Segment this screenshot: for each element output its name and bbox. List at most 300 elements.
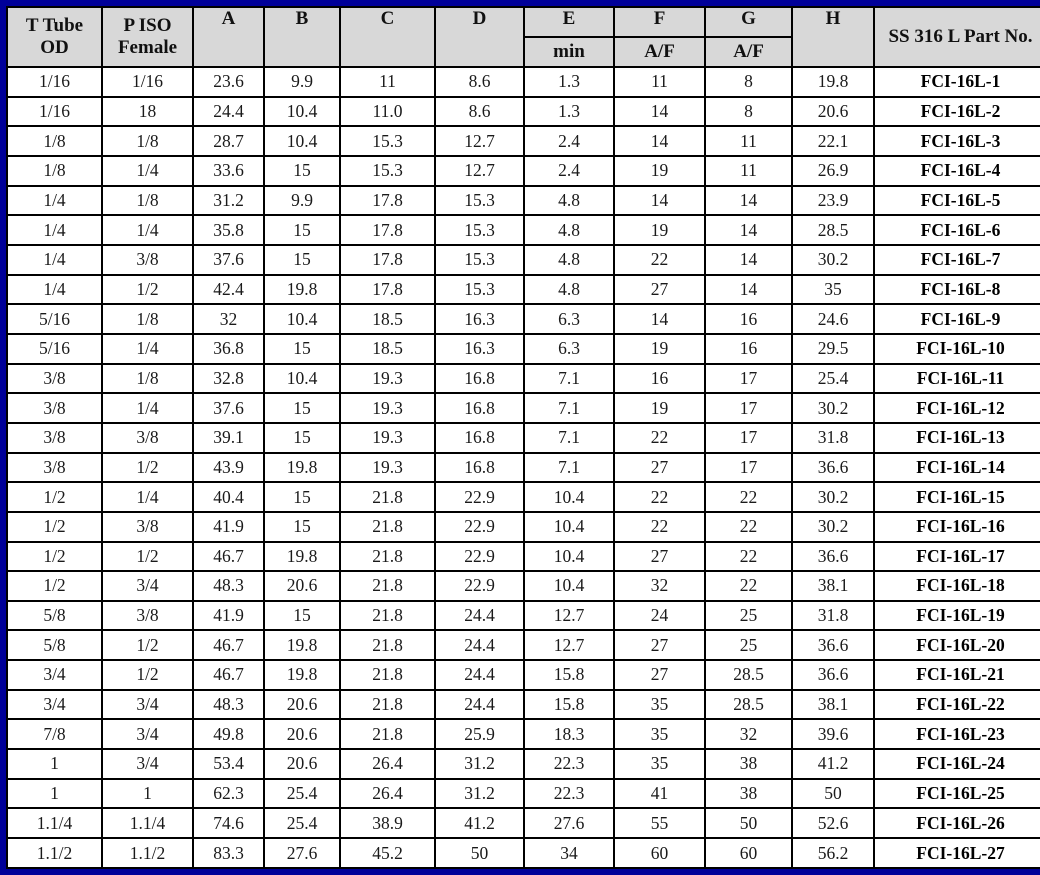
- dimension-cell: 38.9: [340, 808, 435, 838]
- dimension-cell: 18.5: [340, 334, 435, 364]
- dimension-cell: 50: [435, 838, 524, 868]
- dimension-cell: 1.1/4: [7, 808, 102, 838]
- dimension-cell: 27: [614, 275, 705, 305]
- dimension-cell: 11: [340, 67, 435, 97]
- dimension-cell: 19.8: [792, 67, 874, 97]
- dimension-cell: 1/16: [102, 67, 193, 97]
- table-row: [7, 186, 1040, 216]
- dimension-cell: 28.7: [193, 126, 264, 156]
- dimension-cell: 1.1/2: [102, 838, 193, 868]
- dimension-cell: 11: [705, 156, 792, 186]
- dimension-cell: 1: [7, 749, 102, 779]
- dimension-cell: 3/8: [7, 453, 102, 483]
- part-no-cell: FCI-16L-22: [874, 690, 1040, 720]
- dimension-cell: 15: [264, 215, 340, 245]
- part-no-cell: FCI-16L-16: [874, 512, 1040, 542]
- dimension-cell: 3/8: [7, 364, 102, 394]
- fitting-dimensions-table: [6, 6, 1040, 869]
- dimension-cell: 3/8: [7, 393, 102, 423]
- dimension-cell: 41.9: [193, 601, 264, 631]
- dimension-cell: 26.9: [792, 156, 874, 186]
- dimension-cell: 50: [705, 808, 792, 838]
- dimension-cell: 19.8: [264, 453, 340, 483]
- part-no-cell: FCI-16L-23: [874, 719, 1040, 749]
- dimension-cell: 27: [614, 542, 705, 572]
- part-no-cell: FCI-16L-7: [874, 245, 1040, 275]
- dimension-cell: 22: [614, 482, 705, 512]
- table-row: [7, 393, 1040, 423]
- table-row: [7, 126, 1040, 156]
- dimension-cell: 15: [264, 601, 340, 631]
- dimension-cell: 1/2: [102, 453, 193, 483]
- dimension-cell: 30.2: [792, 245, 874, 275]
- dimension-cell: 28.5: [705, 690, 792, 720]
- dimension-cell: 27: [614, 660, 705, 690]
- table-row: [7, 542, 1040, 572]
- dimension-cell: 3/4: [102, 719, 193, 749]
- col-header-f: F: [614, 7, 705, 37]
- dimension-cell: 28.5: [792, 215, 874, 245]
- dimension-cell: 4.8: [524, 275, 614, 305]
- part-no-cell: FCI-16L-8: [874, 275, 1040, 305]
- dimension-cell: 17.8: [340, 275, 435, 305]
- table-row: [7, 571, 1040, 601]
- dimension-cell: 1/16: [7, 97, 102, 127]
- part-no-cell: FCI-16L-25: [874, 779, 1040, 809]
- part-no-cell: FCI-16L-3: [874, 126, 1040, 156]
- dimension-cell: 14: [705, 275, 792, 305]
- dimension-cell: 2.4: [524, 126, 614, 156]
- dimension-cell: 3/4: [102, 749, 193, 779]
- dimension-cell: 27.6: [524, 808, 614, 838]
- dimension-cell: 32: [193, 304, 264, 334]
- dimension-cell: 35: [614, 719, 705, 749]
- dimension-cell: 36.6: [792, 660, 874, 690]
- dimension-cell: 25: [705, 630, 792, 660]
- dimension-cell: 22.9: [435, 542, 524, 572]
- dimension-cell: 1/4: [102, 393, 193, 423]
- dimension-cell: 18: [102, 97, 193, 127]
- dimension-cell: 38.1: [792, 690, 874, 720]
- subheader-g-af: A/F: [705, 37, 792, 67]
- dimension-cell: 3/8: [102, 423, 193, 453]
- dimension-cell: 6.3: [524, 334, 614, 364]
- part-no-cell: FCI-16L-1: [874, 67, 1040, 97]
- table-header: [7, 7, 1040, 67]
- dimension-cell: 19.3: [340, 453, 435, 483]
- dimension-cell: 23.9: [792, 186, 874, 216]
- dimension-cell: 16.3: [435, 304, 524, 334]
- dimension-cell: 10.4: [524, 542, 614, 572]
- dimension-cell: 5/16: [7, 304, 102, 334]
- col-header-part-no: SS 316 L Part No.: [874, 7, 1040, 67]
- dimension-cell: 15.3: [340, 126, 435, 156]
- dimension-cell: 20.6: [264, 719, 340, 749]
- dimension-cell: 28.5: [705, 660, 792, 690]
- dimension-cell: 14: [614, 97, 705, 127]
- dimension-cell: 25.4: [264, 779, 340, 809]
- dimension-cell: 1/2: [7, 482, 102, 512]
- dimension-cell: 18.5: [340, 304, 435, 334]
- dimension-cell: 10.4: [264, 304, 340, 334]
- dimension-cell: 17.8: [340, 186, 435, 216]
- part-no-cell: FCI-16L-12: [874, 393, 1040, 423]
- dimension-cell: 7/8: [7, 719, 102, 749]
- dimension-cell: 17.8: [340, 215, 435, 245]
- dimension-cell: 3/8: [102, 245, 193, 275]
- dimension-cell: 45.2: [340, 838, 435, 868]
- dimension-cell: 3/8: [102, 512, 193, 542]
- col-header-a: A: [193, 7, 264, 67]
- dimension-cell: 25.9: [435, 719, 524, 749]
- dimension-cell: 41.9: [193, 512, 264, 542]
- dimension-cell: 24.4: [193, 97, 264, 127]
- part-no-cell: FCI-16L-19: [874, 601, 1040, 631]
- dimension-cell: 19.3: [340, 364, 435, 394]
- dimension-cell: 1: [102, 779, 193, 809]
- table-row: [7, 304, 1040, 334]
- dimension-cell: 15: [264, 334, 340, 364]
- dimension-cell: 22.9: [435, 571, 524, 601]
- dimension-cell: 16.8: [435, 364, 524, 394]
- col-header-d: D: [435, 7, 524, 67]
- dimension-cell: 21.8: [340, 542, 435, 572]
- part-no-cell: FCI-16L-21: [874, 660, 1040, 690]
- dimension-cell: 10.4: [524, 482, 614, 512]
- dimension-cell: 12.7: [435, 126, 524, 156]
- dimension-cell: 12.7: [524, 630, 614, 660]
- dimension-cell: 25.4: [264, 808, 340, 838]
- dimension-cell: 16.8: [435, 453, 524, 483]
- table-row: [7, 630, 1040, 660]
- part-no-cell: FCI-16L-11: [874, 364, 1040, 394]
- dimension-cell: 1/4: [7, 275, 102, 305]
- dimension-cell: 22.9: [435, 482, 524, 512]
- dimension-cell: 29.5: [792, 334, 874, 364]
- dimension-cell: 9.9: [264, 186, 340, 216]
- dimension-cell: 22.3: [524, 779, 614, 809]
- dimension-cell: 3/4: [102, 690, 193, 720]
- dimension-cell: 17: [705, 423, 792, 453]
- part-no-cell: FCI-16L-5: [874, 186, 1040, 216]
- dimension-cell: 11.0: [340, 97, 435, 127]
- dimension-cell: 32: [705, 719, 792, 749]
- dimension-cell: 1/4: [102, 156, 193, 186]
- col-header-b: B: [264, 7, 340, 67]
- dimension-cell: 16: [705, 334, 792, 364]
- dimension-cell: 1/4: [102, 334, 193, 364]
- dimension-cell: 11: [705, 126, 792, 156]
- dimension-cell: 20.6: [792, 97, 874, 127]
- dimension-cell: 74.6: [193, 808, 264, 838]
- dimension-cell: 1/2: [7, 542, 102, 572]
- dimension-cell: 26.4: [340, 749, 435, 779]
- dimension-cell: 19.8: [264, 275, 340, 305]
- dimension-cell: 15: [264, 482, 340, 512]
- dimension-cell: 7.1: [524, 453, 614, 483]
- dimension-cell: 24.4: [435, 690, 524, 720]
- dimension-cell: 22.1: [792, 126, 874, 156]
- dimension-cell: 31.2: [435, 779, 524, 809]
- dimension-cell: 1/8: [102, 364, 193, 394]
- dimension-cell: 37.6: [193, 393, 264, 423]
- dimension-cell: 33.6: [193, 156, 264, 186]
- dimension-cell: 1/4: [7, 215, 102, 245]
- dimension-cell: 17: [705, 364, 792, 394]
- dimension-cell: 4.8: [524, 215, 614, 245]
- dimension-cell: 27: [614, 630, 705, 660]
- part-no-cell: FCI-16L-24: [874, 749, 1040, 779]
- dimension-cell: 15: [264, 393, 340, 423]
- dimension-cell: 19.8: [264, 542, 340, 572]
- dimension-cell: 25: [705, 601, 792, 631]
- dimension-cell: 1.3: [524, 97, 614, 127]
- dimension-cell: 2.4: [524, 156, 614, 186]
- table-row: [7, 215, 1040, 245]
- dimension-cell: 30.2: [792, 482, 874, 512]
- dimension-cell: 22: [705, 571, 792, 601]
- dimension-cell: 1/2: [7, 571, 102, 601]
- table-row: [7, 67, 1040, 97]
- dimension-cell: 24.4: [435, 660, 524, 690]
- part-no-cell: FCI-16L-15: [874, 482, 1040, 512]
- dimension-cell: 37.6: [193, 245, 264, 275]
- col-header-c: C: [340, 7, 435, 67]
- table-body: [7, 67, 1040, 868]
- dimension-cell: 32.8: [193, 364, 264, 394]
- dimension-cell: 4.8: [524, 245, 614, 275]
- dimension-cell: 41: [614, 779, 705, 809]
- dimension-cell: 3/8: [7, 423, 102, 453]
- table-row: [7, 275, 1040, 305]
- dimension-cell: 7.1: [524, 364, 614, 394]
- dimension-cell: 3/4: [7, 690, 102, 720]
- dimension-cell: 16.8: [435, 393, 524, 423]
- part-no-cell: FCI-16L-6: [874, 215, 1040, 245]
- dimension-cell: 22: [705, 542, 792, 572]
- part-no-cell: FCI-16L-26: [874, 808, 1040, 838]
- dimension-cell: 56.2: [792, 838, 874, 868]
- dimension-cell: 16: [705, 304, 792, 334]
- col-header-h: H: [792, 7, 874, 67]
- table-row: [7, 779, 1040, 809]
- dimension-cell: 53.4: [193, 749, 264, 779]
- dimension-cell: 46.7: [193, 660, 264, 690]
- dimension-cell: 15.3: [435, 186, 524, 216]
- part-no-cell: FCI-16L-27: [874, 838, 1040, 868]
- dimension-cell: 15.3: [340, 156, 435, 186]
- part-no-cell: FCI-16L-13: [874, 423, 1040, 453]
- dimension-cell: 36.6: [792, 630, 874, 660]
- dimension-cell: 35.8: [193, 215, 264, 245]
- col-header-g: G: [705, 7, 792, 37]
- dimension-cell: 1.3: [524, 67, 614, 97]
- dimension-cell: 22: [705, 512, 792, 542]
- dimension-cell: 15.3: [435, 275, 524, 305]
- dimension-cell: 22: [614, 423, 705, 453]
- dimension-cell: 24: [614, 601, 705, 631]
- table-row: [7, 749, 1040, 779]
- dimension-cell: 15: [264, 245, 340, 275]
- dimension-cell: 31.8: [792, 601, 874, 631]
- dimension-cell: 16.8: [435, 423, 524, 453]
- dimension-cell: 1/4: [7, 186, 102, 216]
- table-row: [7, 453, 1040, 483]
- dimension-cell: 38: [705, 749, 792, 779]
- dimension-cell: 21.8: [340, 571, 435, 601]
- dimension-cell: 60: [614, 838, 705, 868]
- dimension-cell: 1/4: [102, 482, 193, 512]
- dimension-cell: 17: [705, 393, 792, 423]
- dimension-cell: 19.8: [264, 660, 340, 690]
- header-row-main: [7, 7, 1040, 37]
- dimension-cell: 15: [264, 512, 340, 542]
- col-header-e: E: [524, 7, 614, 37]
- dimension-cell: 31.2: [435, 749, 524, 779]
- dimension-cell: 21.8: [340, 630, 435, 660]
- dimension-cell: 1/2: [102, 275, 193, 305]
- dimension-cell: 21.8: [340, 601, 435, 631]
- dimension-cell: 1.1/4: [102, 808, 193, 838]
- dimension-cell: 39.6: [792, 719, 874, 749]
- dimension-cell: 22: [614, 245, 705, 275]
- table-row: [7, 334, 1040, 364]
- dimension-cell: 10.4: [524, 571, 614, 601]
- dimension-cell: 48.3: [193, 690, 264, 720]
- dimension-cell: 18.3: [524, 719, 614, 749]
- dimension-cell: 19.8: [264, 630, 340, 660]
- dimension-cell: 21.8: [340, 482, 435, 512]
- dimension-cell: 1/2: [102, 630, 193, 660]
- dimension-cell: 32: [614, 571, 705, 601]
- dimension-cell: 50: [792, 779, 874, 809]
- dimension-cell: 14: [614, 126, 705, 156]
- table-row: [7, 364, 1040, 394]
- table-row: [7, 838, 1040, 868]
- dimension-cell: 1/8: [102, 186, 193, 216]
- dimension-cell: 46.7: [193, 542, 264, 572]
- subheader-f-af: A/F: [614, 37, 705, 67]
- dimension-cell: 46.7: [193, 630, 264, 660]
- table-row: [7, 245, 1040, 275]
- dimension-cell: 1/16: [7, 67, 102, 97]
- dimension-cell: 60: [705, 838, 792, 868]
- dimension-cell: 35: [792, 275, 874, 305]
- dimension-cell: 26.4: [340, 779, 435, 809]
- dimension-cell: 10.4: [264, 364, 340, 394]
- table-row: [7, 660, 1040, 690]
- dimension-cell: 41.2: [435, 808, 524, 838]
- dimension-cell: 52.6: [792, 808, 874, 838]
- dimension-cell: 55: [614, 808, 705, 838]
- dimension-cell: 4.8: [524, 186, 614, 216]
- dimension-cell: 62.3: [193, 779, 264, 809]
- dimension-cell: 1/8: [102, 304, 193, 334]
- table-row: [7, 482, 1040, 512]
- dimension-cell: 31.8: [792, 423, 874, 453]
- part-no-cell: FCI-16L-20: [874, 630, 1040, 660]
- dimension-cell: 3/4: [7, 660, 102, 690]
- dimension-cell: 25.4: [792, 364, 874, 394]
- dimension-cell: 21.8: [340, 719, 435, 749]
- dimension-cell: 1/8: [7, 156, 102, 186]
- dimension-cell: 36.6: [792, 453, 874, 483]
- dimension-cell: 20.6: [264, 690, 340, 720]
- dimension-cell: 19: [614, 156, 705, 186]
- dimension-cell: 38.1: [792, 571, 874, 601]
- dimension-cell: 5/16: [7, 334, 102, 364]
- dimension-cell: 23.6: [193, 67, 264, 97]
- dimension-cell: 5/8: [7, 601, 102, 631]
- part-no-cell: FCI-16L-10: [874, 334, 1040, 364]
- dimension-cell: 24.4: [435, 630, 524, 660]
- dimension-cell: 1/4: [102, 215, 193, 245]
- dimension-cell: 19: [614, 334, 705, 364]
- dimension-cell: 19: [614, 215, 705, 245]
- dimension-cell: 1/2: [102, 542, 193, 572]
- dimension-cell: 10.4: [524, 512, 614, 542]
- dimension-cell: 15.3: [435, 245, 524, 275]
- part-no-cell: FCI-16L-9: [874, 304, 1040, 334]
- dimension-cell: 42.4: [193, 275, 264, 305]
- dimension-cell: 41.2: [792, 749, 874, 779]
- dimension-cell: 20.6: [264, 571, 340, 601]
- part-no-cell: FCI-16L-14: [874, 453, 1040, 483]
- dimension-cell: 24.4: [435, 601, 524, 631]
- dimension-cell: 1: [7, 779, 102, 809]
- dimension-cell: 9.9: [264, 67, 340, 97]
- dimension-cell: 21.8: [340, 512, 435, 542]
- dimension-cell: 22.9: [435, 512, 524, 542]
- table-row: [7, 423, 1040, 453]
- dimension-cell: 24.6: [792, 304, 874, 334]
- dimension-cell: 14: [614, 186, 705, 216]
- dimension-cell: 1/2: [102, 660, 193, 690]
- dimension-cell: 34: [524, 838, 614, 868]
- dimension-cell: 31.2: [193, 186, 264, 216]
- dimension-cell: 15.3: [435, 215, 524, 245]
- dimension-cell: 1/8: [102, 126, 193, 156]
- table-row: [7, 97, 1040, 127]
- dimension-cell: 43.9: [193, 453, 264, 483]
- dimension-cell: 15.8: [524, 660, 614, 690]
- col-header-t-tube-od: T Tube OD: [7, 7, 102, 67]
- dimension-cell: 35: [614, 690, 705, 720]
- dimension-cell: 8.6: [435, 97, 524, 127]
- dimension-cell: 19.3: [340, 393, 435, 423]
- dimension-cell: 19: [614, 393, 705, 423]
- dimension-cell: 27: [614, 453, 705, 483]
- dimension-cell: 6.3: [524, 304, 614, 334]
- dimension-cell: 19.3: [340, 423, 435, 453]
- table-row: [7, 808, 1040, 838]
- dimension-cell: 30.2: [792, 393, 874, 423]
- table-row: [7, 156, 1040, 186]
- dimension-cell: 3/4: [102, 571, 193, 601]
- dimension-cell: 1.1/2: [7, 838, 102, 868]
- dimension-cell: 14: [705, 215, 792, 245]
- dimension-cell: 10.4: [264, 97, 340, 127]
- dimension-cell: 14: [705, 186, 792, 216]
- col-header-p-iso-female: P ISO Female: [102, 7, 193, 67]
- dimension-cell: 20.6: [264, 749, 340, 779]
- dimension-cell: 17.8: [340, 245, 435, 275]
- dimension-cell: 8: [705, 97, 792, 127]
- dimension-cell: 3/8: [102, 601, 193, 631]
- subheader-e-min: min: [524, 37, 614, 67]
- dimension-cell: 35: [614, 749, 705, 779]
- dimension-cell: 36.8: [193, 334, 264, 364]
